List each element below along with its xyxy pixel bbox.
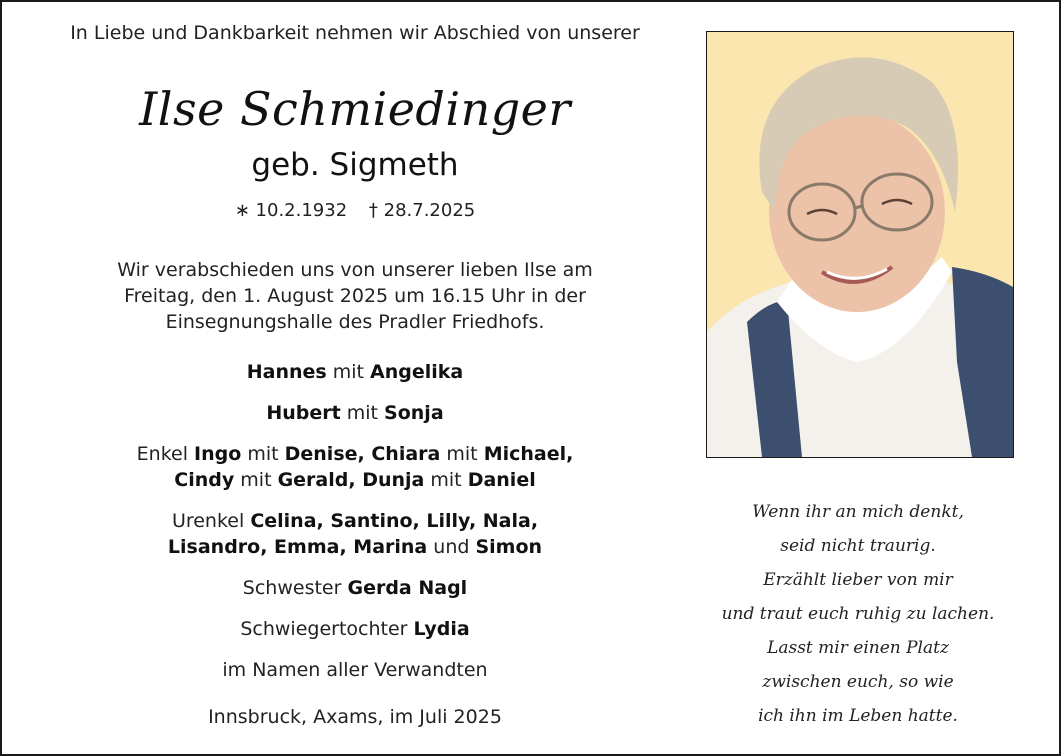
birth-name: geb. Sigmeth: [251, 147, 459, 183]
mourner-name: Denise, Chiara: [284, 443, 441, 465]
mourner-line: [2, 534, 708, 560]
death-date: † 28.7.2025: [368, 200, 476, 221]
mourner-line: [2, 616, 708, 642]
poem-line: seid nicht traurig.: [780, 536, 936, 556]
mourner-name: Celina, Santino, Lilly, Nala,: [250, 510, 539, 532]
mourner-gap: [2, 601, 708, 616]
ceremony-notice: [92, 257, 618, 335]
mourner-connector: Schwester: [242, 577, 348, 599]
mourner-name: Lydia: [413, 618, 470, 640]
mourner-gap: [2, 560, 708, 575]
mourner-name: Cindy: [174, 469, 235, 491]
poem-line: Erzählt lieber von mir: [763, 570, 953, 590]
life-dates: [2, 200, 708, 221]
mourner-connector: Schwiegertochter: [240, 618, 414, 640]
mourner-line: [2, 400, 708, 426]
mourner-line: [2, 657, 708, 683]
mourner-connector: Urenkel: [171, 510, 251, 532]
mourner-name: Simon: [475, 536, 543, 558]
ceremony-line: Einsegnungshalle des Pradler Friedhofs.: [165, 311, 545, 333]
mourner-connector: im Namen aller Verwandten: [222, 659, 488, 681]
mourner-line: [2, 441, 708, 467]
poem-line: Wenn ihr an mich denkt,: [752, 502, 964, 522]
mourner-connector: mit: [440, 443, 484, 465]
mourners-list: [2, 359, 708, 683]
mourner-connector: und: [427, 536, 476, 558]
mourner-name: Gerald, Dunja: [277, 469, 425, 491]
mourner-name: Lisandro, Emma, Marina: [167, 536, 428, 558]
mourner-connector: mit: [424, 469, 468, 491]
mourner-name: Hubert: [266, 402, 341, 424]
mourner-name: Hannes: [246, 361, 327, 383]
intro-text: In Liebe und Dankbarkeit nehmen wir Abschied von unserer: [70, 22, 640, 44]
mourner-line: [2, 575, 708, 601]
mourner-connector: mit: [241, 443, 285, 465]
portrait-photo: [706, 31, 1014, 458]
birth-date: ∗ 10.2.1932: [234, 200, 348, 221]
mourner-group: [2, 359, 708, 385]
ceremony-line: Wir verabschieden uns von unserer lieben Ilse am: [117, 259, 593, 281]
mourner-group: [2, 508, 708, 560]
ceremony-line: Freitag, den 1. August 2025 um 16.15 Uhr in der: [124, 285, 586, 307]
mourner-gap: [2, 493, 708, 508]
mourner-group: [2, 575, 708, 601]
mourner-connector: mit: [340, 402, 385, 424]
mourner-line: [2, 467, 708, 493]
mourner-name: Angelika: [370, 361, 464, 383]
mourner-group: [2, 400, 708, 426]
obituary-text-column: [2, 2, 708, 754]
mourner-name: Gerda Nagl: [347, 577, 468, 599]
poem-line: Lasst mir einen Platz: [767, 638, 949, 658]
mourner-name: Daniel: [467, 469, 536, 491]
mourner-group: [2, 441, 708, 493]
deceased-name: Ilse Schmiedinger: [139, 82, 571, 136]
place-date: Innsbruck, Axams, im Juli 2025: [208, 706, 502, 728]
memorial-poem: [708, 495, 1008, 733]
mourner-connector: mit: [234, 469, 278, 491]
mourner-line: [2, 359, 708, 385]
mourner-gap: [2, 642, 708, 657]
mourner-group: [2, 616, 708, 642]
poem-line: ich ihn im Leben hatte.: [758, 706, 958, 726]
mourner-gap: [2, 385, 708, 400]
mourner-group: [2, 657, 708, 683]
mourner-name: Sonja: [384, 402, 444, 424]
mourner-name: Ingo: [194, 443, 242, 465]
poem-line: und traut euch ruhig zu lachen.: [721, 604, 995, 624]
mourner-connector: mit: [326, 361, 371, 383]
mourner-line: [2, 508, 708, 534]
mourner-connector: Enkel: [136, 443, 195, 465]
mourner-name: Michael,: [483, 443, 574, 465]
poem-line: zwischen euch, so wie: [762, 672, 954, 692]
mourner-gap: [2, 426, 708, 441]
portrait-illustration: [707, 32, 1013, 457]
